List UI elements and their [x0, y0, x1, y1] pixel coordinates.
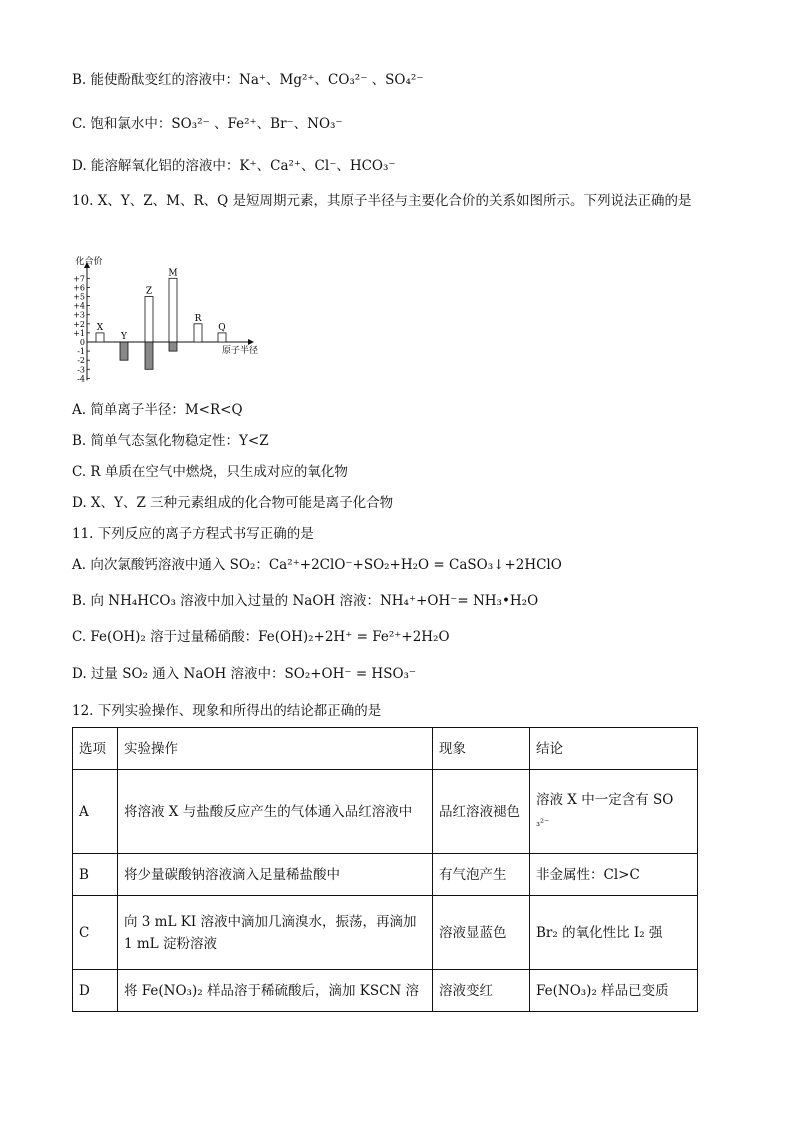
bar-negative-Y: [120, 342, 128, 360]
question-12-stem: 12. 下列实验操作、现象和所得出的结论都正确的是: [72, 703, 382, 719]
question-10-stem: 10. X、Y、Z、M、R、Q 是短周期元素，其原子半径与主要化合价的关系如图所示。下列说法正确的是: [72, 193, 692, 209]
element-label-Y: Y: [121, 332, 127, 342]
q11-option-c: C. Fe(OH)₂ 溶于过量稀硝酸：Fe(OH)₂+2H⁺ = Fe²⁺+2H₂O: [72, 629, 450, 645]
table-row: [73, 970, 698, 1012]
bar-positive-Z: [145, 297, 153, 343]
row-operation: [118, 896, 433, 970]
y-tick-label: +5: [73, 292, 85, 302]
bar-positive-Q: [218, 333, 226, 342]
row-phenomenon: 有气泡产生: [433, 854, 530, 896]
q10-option-b: B. 简单气态氢化物稳定性：Y<Z: [72, 433, 269, 449]
element-label-X: X: [96, 322, 104, 333]
y-tick-label: +1: [73, 328, 85, 338]
row-option: D: [73, 970, 118, 1012]
q11-option-b: B. 向 NH₄HCO₃ 溶液中加入过量的 NaOH 溶液：NH₄⁺+OH⁻= NH₃•H₂O: [72, 593, 539, 609]
row-option: B: [73, 854, 118, 896]
row-option: A: [73, 770, 118, 854]
element-label-M: M: [168, 268, 178, 279]
bar-negative-Z: [145, 342, 153, 369]
row-conclusion: Br₂ 的氧化性比 I₂ 强: [530, 896, 698, 970]
q11-option-a: A. 向次氯酸钙溶液中通入 SO₂：Ca²⁺+2ClO⁻+SO₂+H₂O = CaSO₃↓+2HClO: [72, 557, 562, 573]
x-axis-label: 原子半径: [222, 346, 259, 356]
header-operation: 实验操作: [118, 728, 433, 770]
valence-radius-chart: [72, 254, 272, 386]
row-operation: 将少量碳酸钠溶液滴入足量稀盐酸中: [118, 854, 433, 896]
y-tick-label: 0: [79, 338, 85, 347]
y-tick-label: -3: [77, 365, 85, 375]
y-tick-label: +4: [73, 301, 85, 311]
bar-positive-R: [194, 324, 202, 342]
row-conclusion: 非金属性：Cl>C: [530, 854, 698, 896]
option-b-top: B. 能使酚酞变红的溶液中：Na⁺、Mg²⁺、CO₃²⁻ 、SO₄²⁻: [72, 72, 424, 88]
y-tick-label: +2: [73, 319, 85, 329]
conclusion-subscript: ₃²⁻: [536, 817, 550, 829]
y-tick-label: +7: [73, 274, 85, 284]
element-label-Q: Q: [218, 322, 226, 333]
operation-line-1: 向 3 mL KI 溶液中滴加几滴溴水，振荡，再滴加: [124, 913, 417, 930]
row-phenomenon: 溶液显蓝色: [433, 896, 530, 970]
x-axis-arrow: [248, 339, 254, 345]
table-row: [73, 896, 698, 970]
q10-option-c: C. R 单质在空气中燃烧，只生成对应的氧化物: [72, 464, 348, 480]
y-axis-label: 化合价: [75, 257, 103, 267]
bar-negative-M: [169, 342, 177, 351]
header-conclusion: 结论: [530, 728, 698, 770]
row-conclusion: Fe(NO₃)₂ 样品已变质: [530, 970, 698, 1012]
q10-option-a: A. 简单离子半径：M<R<Q: [72, 402, 243, 418]
y-tick-label: -1: [77, 347, 85, 357]
header-option: 选项: [73, 728, 118, 770]
conclusion-text: 溶液 X 中一定含有 SO: [536, 791, 674, 808]
question-11-stem: 11. 下列反应的离子方程式书写正确的是: [72, 526, 314, 542]
y-tick-label: +6: [73, 283, 85, 293]
q10-option-d: D. X、Y、Z 三种元素组成的化合物可能是离子化合物: [72, 495, 394, 511]
operation-line-2: 1 mL 淀粉溶液: [124, 935, 217, 952]
element-label-R: R: [194, 313, 202, 324]
experiment-table: [72, 727, 698, 1012]
y-tick-label: -2: [77, 356, 85, 366]
option-c-top: C. 饱和氯水中：SO₃²⁻ 、Fe²⁺、Br⁻、NO₃⁻: [72, 116, 343, 132]
option-d-top: D. 能溶解氧化铝的溶液中：K⁺、Ca²⁺、Cl⁻、HCO₃⁻: [72, 158, 396, 174]
row-operation: 将溶液 X 与盐酸反应产生的气体通入品红溶液中: [118, 770, 433, 854]
table-row: [73, 854, 698, 896]
row-option: C: [73, 896, 118, 970]
row-phenomenon: 溶液变红: [433, 970, 530, 1012]
row-operation: 将 Fe(NO₃)₂ 样品溶于稀硫酸后，滴加 KSCN 溶: [118, 970, 433, 1012]
element-label-Z: Z: [145, 286, 153, 297]
row-phenomenon: 品红溶液褪色: [433, 770, 530, 854]
bar-positive-M: [169, 278, 177, 342]
table-row: [73, 770, 698, 854]
y-tick-label: -4: [77, 374, 85, 384]
bar-positive-X: [96, 333, 104, 342]
row-conclusion: [530, 770, 698, 854]
q11-option-d: D. 过量 SO₂ 通入 NaOH 溶液中：SO₂+OH⁻ = HSO₃⁻: [72, 666, 417, 682]
header-phenomenon: 现象: [433, 728, 530, 770]
y-tick-label: +3: [73, 310, 85, 320]
